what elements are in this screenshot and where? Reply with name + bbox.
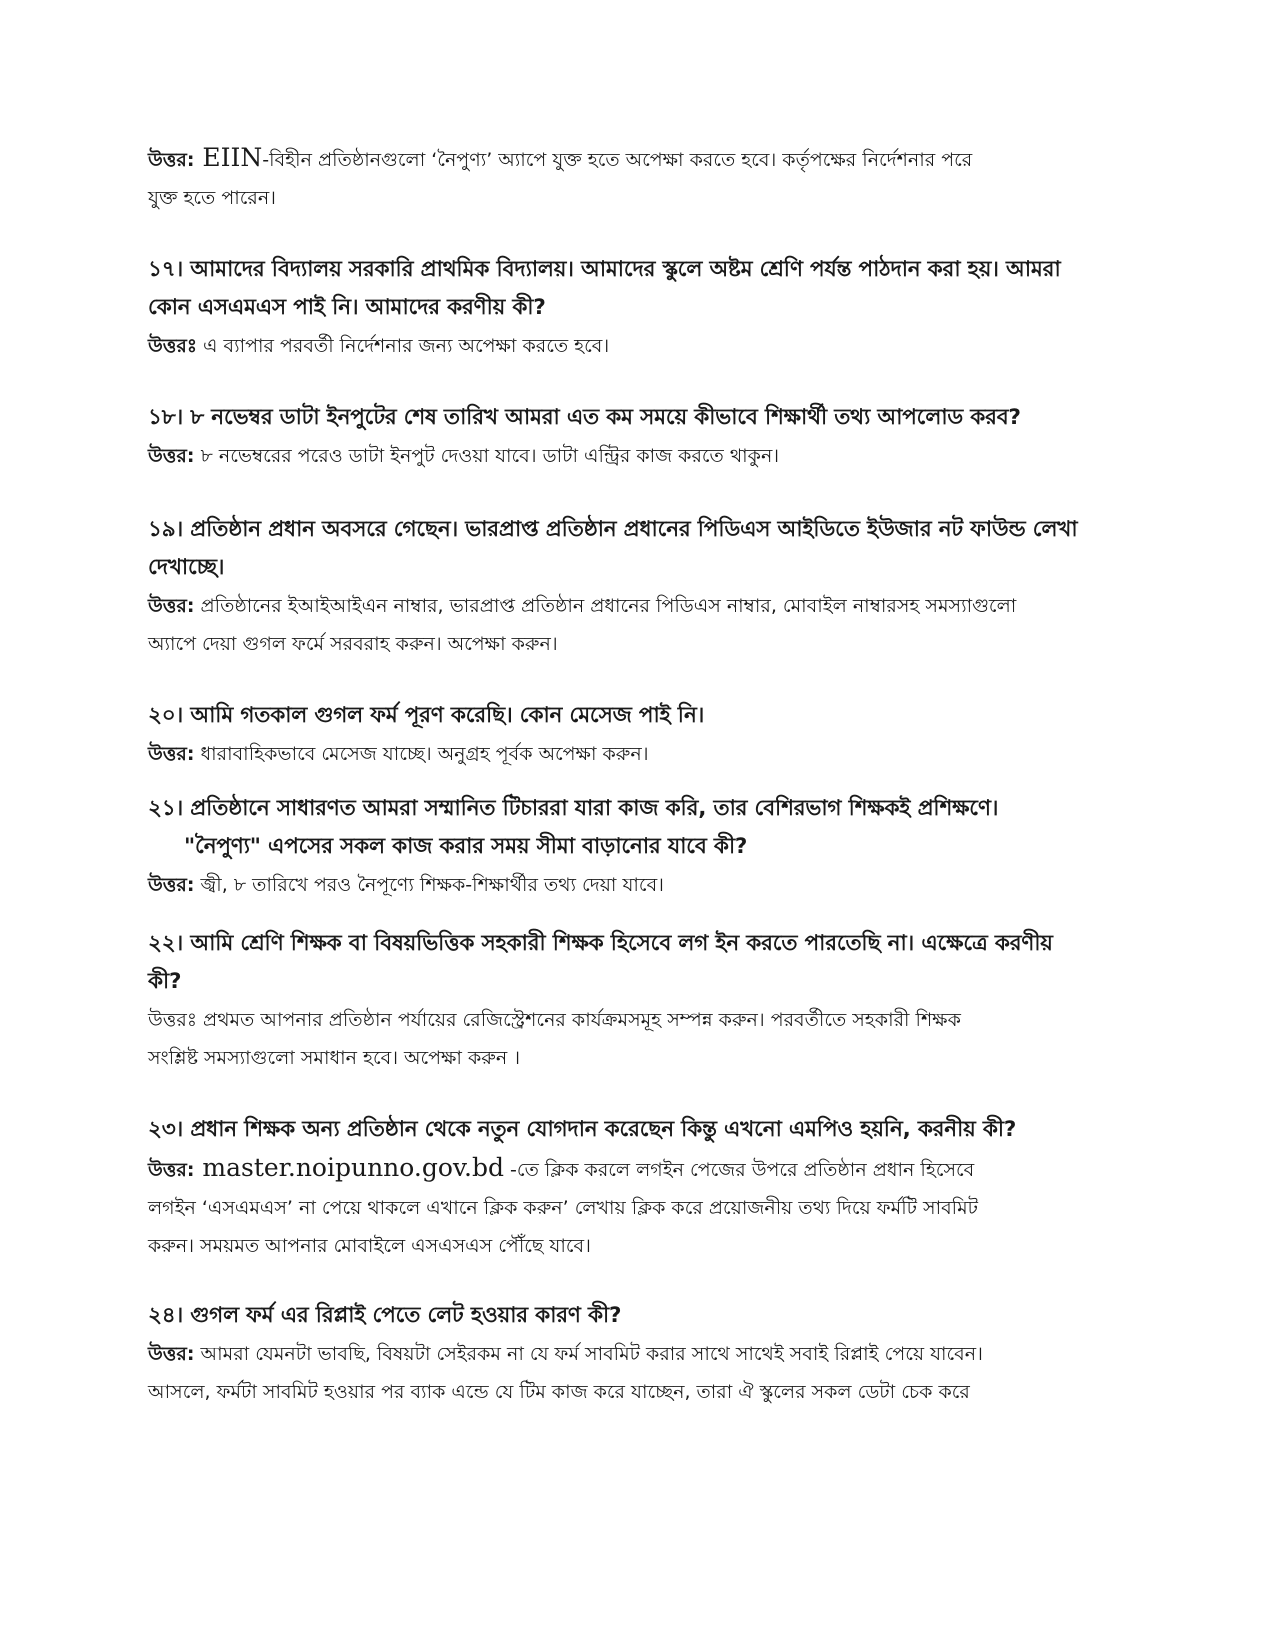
answer-label: উত্তর: xyxy=(148,1343,195,1365)
answer-line xyxy=(148,327,1108,365)
answer-line: আসলে, ফর্মটা সাবমিট হওয়ার পর ব্যাক এন্ডে যে টিম কাজ করে যাচ্ছেন, তারা ঐ স্কুলের সকল ডেটা চেক করে xyxy=(148,1381,970,1403)
answer-text: জ্বী, ৮ তারিখে পরও নৈপূণ্যে শিক্ষক-শিক্ষার্থীর তথ্য দেয়া যাবে। xyxy=(194,874,664,896)
website-url: master.noipunno.gov.bd xyxy=(194,1153,505,1182)
question-line: কী? xyxy=(148,969,182,994)
answer-label: উত্তর: xyxy=(148,1159,195,1181)
question-line: ২১। প্রতিষ্ঠানে সাধারণত আমরা সম্মানিত টিচাররা যারা কাজ করি, তার বেশিরভাগ শিক্ষকই প্রশিক্ষণে। xyxy=(148,796,999,821)
answer-line xyxy=(148,587,1108,625)
answer-line xyxy=(148,139,1108,179)
question-line: ১৮। ৮ নভেম্বর ডাটা ইনপুটের শেষ তারিখ আমরা এত কম সময়ে কীভাবে শিক্ষার্থী তথ্য আপলোড করব? xyxy=(148,405,1021,430)
question-line: ২৩। প্রধান শিক্ষক অন্য প্রতিষ্ঠান থেকে নতুন যোগদান করেছেন কিন্তু এখনো এমপিও হয়নি, করনীয় কী? xyxy=(148,1117,1017,1142)
answer-line xyxy=(148,1149,1108,1189)
eiin-text: EIIN xyxy=(194,143,263,172)
question-line: ১৯। প্রতিষ্ঠান প্রধান অবসরে গেছেন। ভারপ্রাপ্ত প্রতিষ্ঠান প্রধানের পিডিএস আইডিতে ইউজার নট ফাউন্ড লেখা xyxy=(148,517,1078,542)
answer-line: যুক্ত হতে পারেন। xyxy=(148,187,276,209)
answer-text: -তে ক্লিক করলে লগইন পেজের উপরে প্রতিষ্ঠান প্রধান হিসেবে xyxy=(504,1159,975,1181)
intro-answer xyxy=(148,139,1108,217)
answer-text: প্রতিষ্ঠানের ইআইআইএন নাম্বার, ভারপ্রাপ্ত প্রতিষ্ঠান প্রধানের পিডিএস নাম্বার, মোবাইল নাম্বারসহ সমস্যাগুলো xyxy=(194,595,1017,617)
answer-text: ৮ নভেম্বরের পরেও ডাটা ইনপুট দেওয়া যাবে। ডাটা এন্ট্রির কাজ করতে থাকুন। xyxy=(194,445,780,467)
answer-line: করুন। সময়মত আপনার মোবাইলে এসএসএস পৌঁছে যাবে। xyxy=(148,1235,591,1257)
answer-text: ধারাবাহিকভাবে মেসেজ যাচ্ছে। অনুগ্রহ পূর্বক অপেক্ষা করুন। xyxy=(194,743,649,765)
faq-item-24 xyxy=(148,1297,1108,1411)
faq-item-20 xyxy=(148,697,1108,773)
question-line: ২০। আমি গতকাল গুগল ফর্ম পূরণ করেছি। কোন মেসেজ পাই নি। xyxy=(148,703,705,728)
faq-item-19 xyxy=(148,511,1108,663)
faq-item-22 xyxy=(148,925,1108,1077)
question-line: ২৪। গুগল ফর্ম এর রিপ্লাই পেতে লেট হওয়ার কারণ কী? xyxy=(148,1303,622,1328)
question-line: কোন এসএমএস পাই নি। আমাদের করণীয় কী? xyxy=(148,295,546,320)
answer-text: আমরা যেমনটা ভাবছি, বিষয়টা সেইরকম না যে ফর্ম সাবমিট করার সাথে সাথেই সবাই রিপ্লাই পেয়ে যাবেন। xyxy=(194,1343,983,1365)
question-line: ১৭। আমাদের বিদ্যালয় সরকারি প্রাথমিক বিদ্যালয়। আমাদের স্কুলে অষ্টম শ্রেণি পর্যন্ত পাঠদান করা হয়। আমরা xyxy=(148,257,1061,282)
answer-text: -বিহীন প্রতিষ্ঠানগুলো ‘নৈপুণ্য’ অ্যাপে যুক্ত হতে অপেক্ষা করতে হবে। কর্তৃপক্ষের নির্দেশনার পরে xyxy=(262,149,973,171)
answer-label: উত্তর: xyxy=(148,874,195,896)
answer-line xyxy=(148,735,1108,773)
faq-item-21 xyxy=(148,790,1108,904)
answer-label: উত্তর: xyxy=(148,445,195,467)
answer-label: উত্তর: xyxy=(148,149,195,171)
faq-item-17 xyxy=(148,251,1108,365)
answer-label: উত্তরঃ xyxy=(148,335,197,357)
answer-text: এ ব্যাপার পরবর্তী নির্দেশনার জন্য অপেক্ষা করতে হবে। xyxy=(196,335,610,357)
answer-line: অ্যাপে দেয়া গুগল ফর্মে সরবরাহ করুন। অপেক্ষা করুন। xyxy=(148,633,558,655)
answer-line: উত্তরঃ প্রথমত আপনার প্রতিষ্ঠান পর্যায়ের রেজিস্ট্রেশনের কার্যক্রমসমূহ সম্পন্ন করুন। পরবর্তীতে সহকারী শিক্ষক xyxy=(148,1009,961,1031)
question-line: ২২। আমি শ্রেণি শিক্ষক বা বিষয়ভিত্তিক সহকারী শিক্ষক হিসেবে লগ ইন করতে পারতেছি না। এক্ষেত্রে করণীয় xyxy=(148,931,1053,956)
answer-line xyxy=(148,1335,1108,1373)
answer-line xyxy=(148,437,1108,475)
answer-line xyxy=(148,866,1108,904)
faq-item-18 xyxy=(148,399,1108,475)
question-line: "নৈপুণ্য" এপসের সকল কাজ করার সময় সীমা বাড়ানোর যাবে কী? xyxy=(184,834,748,859)
answer-label: উত্তর: xyxy=(148,743,195,765)
question-line: দেখাচ্ছে। xyxy=(148,555,225,580)
answer-line: লগইন ‘এসএমএস’ না পেয়ে থাকলে এখানে ক্লিক করুন’ লেখায় ক্লিক করে প্রয়োজনীয় তথ্য দিয়ে ফর্মটি সাবমিট xyxy=(148,1197,978,1219)
answer-label: উত্তর: xyxy=(148,595,195,617)
answer-line: সংশ্লিষ্ট সমস্যাগুলো সমাধান হবে। অপেক্ষা করুন । xyxy=(148,1047,521,1069)
faq-item-23 xyxy=(148,1111,1108,1265)
